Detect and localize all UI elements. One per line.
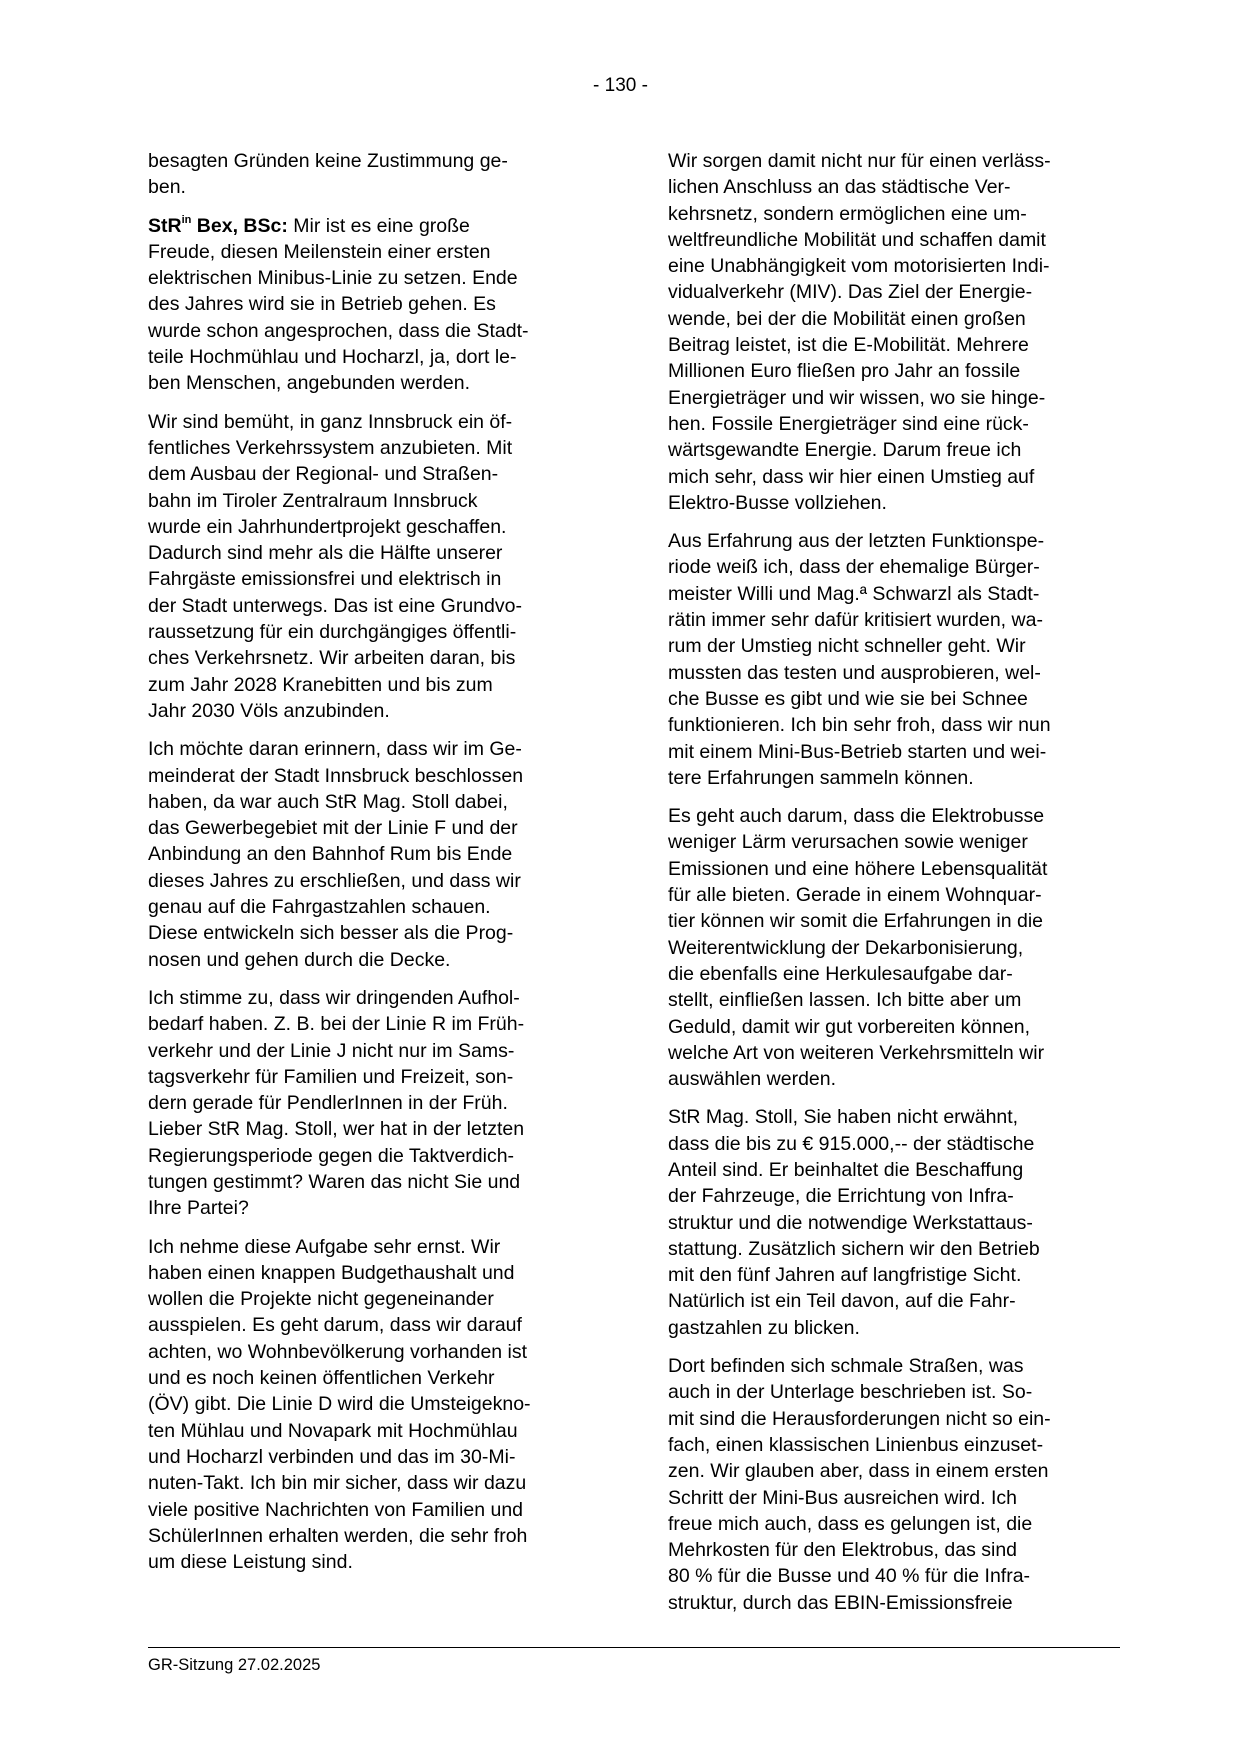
text-line: freue mich auch, dass es gelungen ist, die [668,1512,1033,1535]
paragraph [668,1353,1100,1616]
text-line: Fahrgäste emissionsfrei und elektrisch in [148,568,502,591]
text-line: ben Menschen, angebunden werden. [148,372,470,395]
text-line: Dadurch sind mehr als die Hälfte unserer [148,542,503,565]
text-line: Geduld, damit wir gut vorbereiten können, [668,1015,1031,1038]
text-line: che Busse es gibt und wie sie bei Schnee [668,687,1028,710]
paragraph-gap [668,1092,1100,1104]
text-line: tere Erfahrungen sammeln können. [668,766,974,789]
text-line: eine Unabhängigkeit vom motorisierten Indi- [668,255,1050,278]
text-line: fach, einen klassischen Linienbus einzuset- [668,1433,1044,1456]
text-line: genau auf die Fahrgastzahlen schauen. [148,896,491,919]
paragraph [668,148,1100,516]
text-line: weniger Lärm verursachen sowie weniger [668,831,1028,854]
text-line: elektrischen Minibus-Linie zu setzen. Ende [148,267,518,290]
right-text-column [668,148,1100,1616]
text-line: rätin immer sehr dafür kritisiert wurden, wa- [668,609,1043,632]
text-line: (ÖV) gibt. Die Linie D wird die Umsteigekno- [148,1393,531,1416]
text-line: Schritt der Mini-Bus ausreichen wird. Ich [668,1486,1017,1509]
text-line: wärtsgewandte Energie. Darum freue ich [668,439,1022,462]
text-line: dem Ausbau der Regional- und Straßen- [148,463,499,486]
text-line: stattung. Zusätzlich sichern wir den Betrieb [668,1237,1040,1260]
text-line: nuten-Takt. Ich bin mir sicher, dass wir dazu [148,1472,527,1495]
paragraph [148,1234,580,1576]
text-line: zum Jahr 2028 Kranebitten und bis zum [148,673,493,696]
text-line: auch in der Unterlage beschrieben ist. So- [668,1381,1033,1404]
text-line: bedarf haben. Z. B. bei der Linie R im Früh- [148,1013,525,1036]
paragraph-gap [668,516,1100,528]
text-line: mit den fünf Jahren auf langfristige Sicht. [668,1264,1022,1287]
text-line: Aus Erfahrung aus der letzten Funktionspe- [668,530,1045,553]
text-line: dass die bis zu € 915.000,-- der städtische [668,1132,1035,1155]
text-line: besagten Gründen keine Zustimmung ge- [148,150,508,172]
text-line: dieses Jahres zu erschließen, und dass wir [148,869,521,892]
text-line: Jahr 2030 Völs anzubinden. [148,699,390,722]
text-line: fentliches Verkehrssystem anzubieten. Mit [148,436,513,459]
text-line: Freude, diesen Meilenstein einer ersten [148,240,491,263]
text-line: mit sind die Herausforderungen nicht so ein- [668,1407,1051,1430]
text-line: Anteil sind. Er beinhaltet die Beschaffung [668,1158,1024,1181]
speaker-title: StR [148,214,182,237]
paragraph [148,736,580,973]
text-line: Dort befinden sich schmale Straßen, was [668,1355,1024,1378]
text-line: und es noch keinen öffentlichen Verkehr [148,1367,495,1390]
text-line: das Gewerbegebiet mit der Linie F und der [148,817,518,840]
text-line: SchülerInnen erhalten werden, die sehr froh [148,1524,528,1547]
text-line: Wir sind bemüht, in ganz Innsbruck ein öf- [148,410,513,433]
text-line: struktur, durch das EBIN-Emissionsfreie [668,1591,1013,1614]
paragraph-gap [148,201,580,213]
text-line: Ich möchte daran erinnern, dass wir im Ge- [148,738,522,761]
text-line: funktionieren. Ich bin sehr froh, dass wir nun [668,714,1051,737]
text-line: Millionen Euro fließen pro Jahr an fossile [668,360,1021,383]
text-line: StR Mag. Stoll, Sie haben nicht erwähnt, [668,1106,1019,1129]
text-line: Diese entwickeln sich besser als die Prog- [148,922,514,945]
text-line: teile Hochmühlau und Hocharzl, ja, dort le- [148,346,517,369]
paragraph-gap [668,1341,1100,1353]
paragraph [148,213,580,397]
text-line: tagsverkehr für Familien und Freizeit, son- [148,1065,514,1088]
paragraph [148,985,580,1222]
text-line: vidualverkehr (MIV). Das Ziel der Energie- [668,281,1033,304]
text-line: weltfreundliche Mobilität und schaffen damit [668,228,1046,251]
text-line: wollen die Projekte nicht gegeneinander [148,1288,494,1311]
page-number: - 130 - [593,75,648,96]
text-line: wende, bei der die Mobilität einen großen [668,307,1026,330]
text-line: der Fahrzeuge, die Errichtung von Infra- [668,1185,1014,1208]
text-line: tungen gestimmt? Waren das nicht Sie und [148,1170,521,1193]
text-line: Beitrag leistet, ist die E-Mobilität. Mehrere [668,334,1029,357]
speaker-title-superscript: in [181,213,192,226]
text-line: welche Art von weiteren Verkehrsmitteln wir [668,1041,1045,1064]
text-line: wurde ein Jahrhundertprojekt geschaffen. [148,515,507,538]
speaker-intro-line [148,213,580,239]
paragraph-gap [148,397,580,409]
text-line: meister Willi und Mag.ª Schwarzl als Stadt- [668,582,1040,605]
text-line: Es geht auch darum, dass die Elektrobusse [668,805,1045,828]
text-line: gastzahlen zu blicken. [668,1316,860,1339]
text-line: Lieber StR Mag. Stoll, wer hat in der letzten [148,1118,525,1141]
text-line: kehrsnetz, sondern ermöglichen eine um- [668,202,1027,225]
text-line: Anbindung an den Bahnhof Rum bis Ende [148,843,513,866]
text-line: lichen Anschluss an das städtische Ver- [668,176,1011,199]
text-line: hen. Fossile Energieträger sind eine rück- [668,412,1029,435]
text-line: und Hocharzl verbinden und das im 30-Mi- [148,1445,516,1468]
paragraph [148,409,580,725]
paragraph-gap [148,724,580,736]
text-line: mussten das testen und ausprobieren, wel- [668,661,1041,684]
text-line: wurde schon angesprochen, dass die Stadt- [148,319,529,342]
text-line: zen. Wir glauben aber, dass in einem ersten [668,1460,1049,1483]
text-line: mit einem Mini-Bus-Betrieb starten und wei- [668,740,1047,763]
text-line: bahn im Tiroler Zentralraum Innsbruck [148,489,478,512]
text-line: für alle bieten. Gerade in einem Wohnquar- [668,884,1042,907]
text-line: Regierungsperiode gegen die Taktverdich- [148,1144,515,1167]
text-line: rum der Umstieg nicht schneller geht. Wir [668,635,1026,658]
paragraph-gap [148,1222,580,1234]
text-line: achten, wo Wohnbevölkerung vorhanden ist [148,1340,528,1363]
text-line: haben einen knappen Budgethaushalt und [148,1261,515,1284]
footer-divider [148,1647,1120,1648]
text-line: verkehr und der Linie J nicht nur im Sams- [148,1039,515,1062]
text-line: auswählen werden. [668,1068,837,1091]
text-line: raussetzung für ein durchgängiges öffentli- [148,621,517,644]
speaker-intro-text: Mir ist es eine große [287,214,470,237]
text-line: tier können wir somit die Erfahrungen in die [668,910,1044,933]
paragraph [668,1104,1100,1341]
speaker-name [148,215,288,237]
text-line: Ihre Partei? [148,1197,249,1220]
text-line: Mehrkosten für den Elektrobus, das sind [668,1539,1018,1562]
text-line: viele positive Nachrichten von Familien und [148,1498,524,1521]
text-line: ben. [148,176,186,199]
paragraph [668,528,1100,791]
footer-session-date: GR-Sitzung 27.02.2025 [148,1656,321,1674]
text-line: 80 % für die Busse und 40 % für die Infra- [668,1565,1031,1588]
speaker-label: Bex, BSc: [191,214,288,237]
left-text-column [148,148,580,1575]
text-line: Weiterentwicklung der Dekarbonisierung, [668,936,1024,959]
text-line: Ich nehme diese Aufgabe sehr ernst. Wir [148,1235,501,1258]
text-line: des Jahres wird sie in Betrieb gehen. Es [148,293,496,316]
paragraph-gap [668,791,1100,803]
text-line: die ebenfalls eine Herkulesaufgabe dar- [668,962,1013,985]
text-line: Energieträger und wir wissen, wo sie hinge- [668,386,1046,409]
text-line: Emissionen und eine höhere Lebensqualität [668,857,1048,880]
paragraph-gap [148,973,580,985]
text-line: ausspielen. Es geht darum, dass wir darauf [148,1314,522,1337]
text-line: riode weiß ich, dass der ehemalige Bürger- [668,556,1040,579]
text-line: ten Mühlau und Novapark mit Hochmühlau [148,1419,518,1442]
paragraph [668,803,1100,1092]
text-line: der Stadt unterwegs. Das ist eine Grundvo- [148,594,522,617]
text-line: ches Verkehrsnetz. Wir arbeiten daran, bis [148,647,516,670]
text-line: stellt, einfließen lassen. Ich bitte aber um [668,989,1022,1012]
text-line: Elektro-Busse vollziehen. [668,491,887,514]
text-line: Natürlich ist ein Teil davon, auf die Fahr- [668,1290,1016,1313]
text-line: meinderat der Stadt Innsbruck beschlossen [148,764,524,787]
text-line: struktur und die notwendige Werkstattaus- [668,1211,1033,1234]
text-line: dern gerade für PendlerInnen in der Früh. [148,1092,508,1115]
text-line: mich sehr, dass wir hier einen Umstieg auf [668,465,1035,488]
text-line: nosen und gehen durch die Decke. [148,948,451,971]
text-line: um diese Leistung sind. [148,1551,353,1574]
text-line: haben, da war auch StR Mag. Stoll dabei, [148,790,508,813]
text-line: Wir sorgen damit nicht nur für einen verläss- [668,150,1051,172]
paragraph [148,148,580,201]
text-line: Ich stimme zu, dass wir dringenden Aufhol- [148,986,520,1009]
